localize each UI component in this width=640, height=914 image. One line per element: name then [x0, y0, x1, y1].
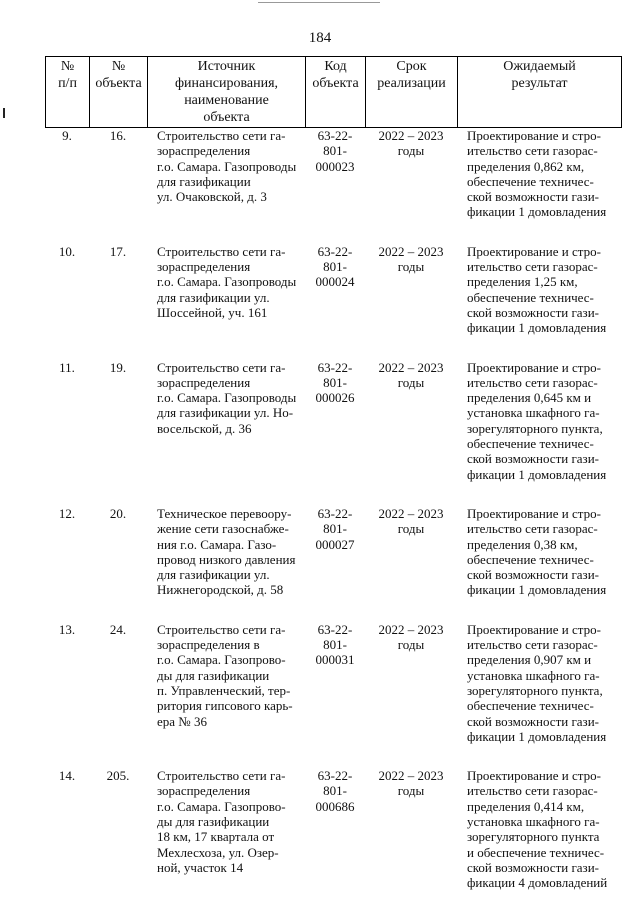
row-code: 63-22- 801- 000686 — [315, 768, 355, 814]
header-result: Ожидаемый результат — [458, 57, 622, 128]
header-object-number: № объекта — [90, 57, 148, 128]
row-object-number: 19. — [109, 359, 127, 375]
row-term: 2022 – 2023 годы — [378, 621, 444, 653]
row-term: 2022 – 2023 годы — [378, 505, 444, 537]
row-result: Проектирование и стро- ительство сети газорас- пределения 0,907 км и установка шкафного га- зорегуляторного пункта, обеспечение техничес- ской возможности гази- фикации 1 домовладения — [467, 621, 607, 744]
row-term: 2022 – 2023 годы — [378, 768, 444, 799]
table-row — [45, 768, 621, 914]
header-source: Источник финансирования, наименование объекта — [148, 57, 306, 128]
row-object-number: 205. — [106, 768, 130, 784]
row-code: 63-22- 801- 000026 — [315, 359, 355, 406]
top-rule — [258, 2, 380, 3]
row-num: 9. — [62, 128, 72, 143]
row-source: Строительство сети га- зораспределения г.о. Самара. Газопроводы для газификации ул. Но- восельской, д. 36 — [157, 359, 297, 436]
row-num: 10. — [58, 243, 76, 259]
header-num: № п/п — [46, 57, 90, 128]
table-row — [45, 128, 621, 244]
row-object-number: 24. — [109, 621, 127, 637]
row-code: 63-22- 801- 000023 — [315, 128, 355, 174]
row-num: 14. — [58, 768, 76, 784]
row-result: Проектирование и стро- ительство сети газорас- пределения 0,645 км и установка шкафного га- зорегуляторного пункта, обеспечение техничес- ской возможности гази- фикации 1 домовладения — [467, 359, 607, 482]
margin-mark — [3, 108, 5, 118]
row-object-number: 20. — [109, 505, 127, 521]
row-result: Проектирование и стро- ительство сети газорас- пределения 0,38 км, обеспечение техничес- ской возможности гази- фикации 1 домовладения — [467, 505, 607, 598]
row-source: Строительство сети га- зораспределения в г.о. Самара. Газопрово- ды для газификации п. Управленческий, тер- ритория гипсового карь- ера № 36 — [157, 621, 293, 729]
row-source: Техническое перевоору- жение сети газоснабже- ния г.о. Самара. Газо- провод низкого давления для газификации ул. Нижнегородской, д. 58 — [157, 505, 296, 598]
header-code: Код объекта — [306, 57, 366, 128]
header-row — [46, 57, 622, 128]
row-num: 13. — [58, 621, 76, 637]
row-source: Строительство сети га- зораспределения г.о. Самара. Газопрово- ды для газификации 18 км, 17 квартала от Мехлесхоза, ул. Озер- ной, участок 14 — [157, 768, 286, 875]
header-term: Срок реализации — [366, 57, 458, 128]
row-object-number: 17. — [109, 243, 127, 259]
row-term: 2022 – 2023 годы — [378, 243, 444, 275]
row-term: 2022 – 2023 годы — [378, 359, 444, 390]
row-result: Проектирование и стро- ительство сети газорас- пределения 1,25 км, обеспечение техничес- ской возможности гази- фикации 1 домовладения — [467, 243, 607, 336]
row-result: Проектирование и стро- ительство сети газорас- пределения 0,862 км, обеспечение техничес- ской возможности гази- фикации 1 домовладения — [467, 128, 607, 220]
row-result: Проектирование и стро- ительство сети газорас- пределения 0,414 км, установка шкафного га- зорегуляторного пункта и обеспечение техничес- ской возможности гази- фикации 4 домовладений — [467, 768, 608, 891]
table-row — [45, 244, 621, 360]
table-row — [45, 360, 621, 506]
row-num: 12. — [58, 505, 76, 521]
row-object-number: 16. — [109, 128, 127, 143]
row-term: 2022 – 2023 годы — [378, 128, 444, 159]
row-source: Строительство сети га- зораспределения г.о. Самара. Газопроводы для газификации ул. Очаковской, д. 3 — [157, 128, 297, 205]
row-code: 63-22- 801- 000024 — [315, 243, 355, 290]
row-code: 63-22- 801- 000031 — [315, 621, 355, 668]
objects-table — [45, 128, 621, 914]
table-row — [45, 622, 621, 768]
table-header — [45, 56, 622, 128]
row-code: 63-22- 801- 000027 — [315, 505, 355, 552]
table-row — [45, 506, 621, 622]
page-number: 184 — [308, 30, 332, 46]
row-source: Строительство сети га- зораспределения г.о. Самара. Газопроводы для газификации ул. Шоссейной, уч. 161 — [157, 243, 297, 320]
row-num: 11. — [59, 359, 75, 375]
